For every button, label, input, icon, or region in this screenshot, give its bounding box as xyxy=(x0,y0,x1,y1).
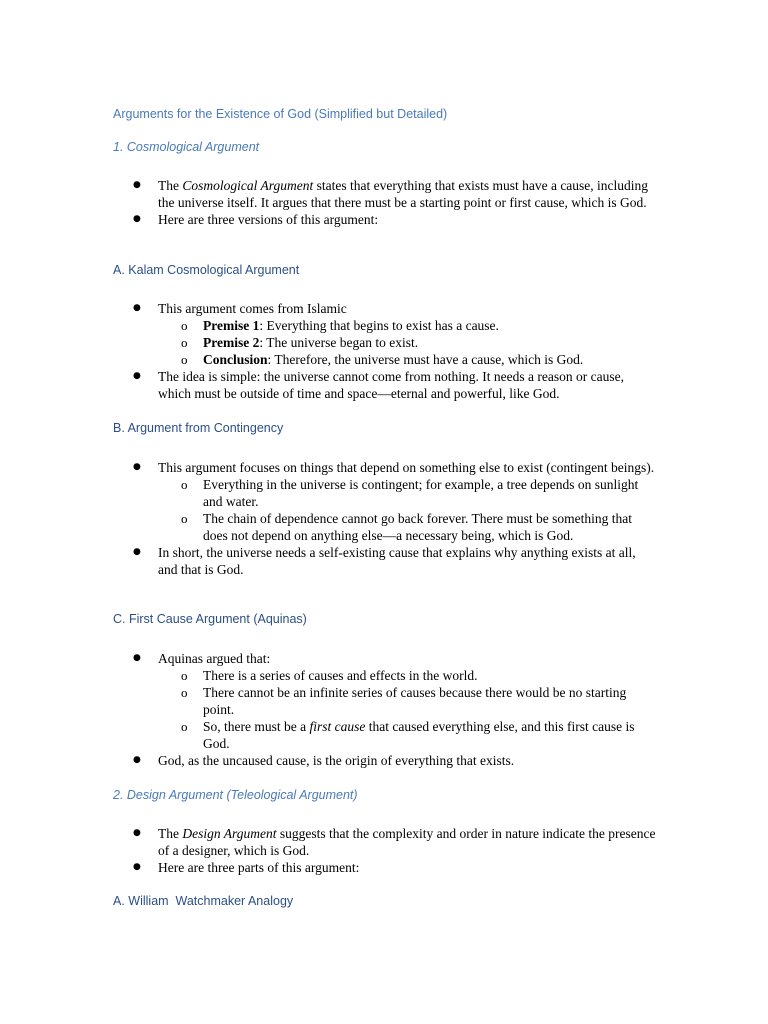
circle-bullet-icon: o xyxy=(181,335,188,350)
section-heading-cosmological: 1. Cosmological Argument xyxy=(113,140,260,154)
cosmological-intro-list xyxy=(113,177,658,228)
bullet-icon: ● xyxy=(133,303,141,313)
sub-list-item: o There cannot be an infinite series of causes because there would be no starting point. xyxy=(181,685,627,717)
sub-list-item: o There is a series of causes and effects in the world. xyxy=(181,668,478,683)
bullet-icon: ● xyxy=(133,371,141,381)
sub-list-item: o Conclusion: Therefore, the universe must have a cause, which is God. xyxy=(181,352,584,367)
subheading-first-cause: C. First Cause Argument (Aquinas) xyxy=(113,612,307,626)
section-heading-design: 2. Design Argument (Teleological Argument) xyxy=(113,788,358,802)
sub-list-item: o Everything in the universe is contingent; for example, a tree depends on sunlight and water. xyxy=(181,477,639,509)
circle-bullet-icon: o xyxy=(181,318,188,333)
bullet-icon: ● xyxy=(133,214,141,224)
sub-list-item: o So, there must be a first cause that caused everything else, and this first cause is God. xyxy=(181,719,635,751)
list-item: ● This argument focuses on things that depend on something else to exist (contingent beings). o Everything in the universe is contingent; for example, a tree depends on sunlight and water. o The chain of dependence cannot go back forever. There must be something that does not depend on anything else—a necessary being, which is God. xyxy=(113,459,658,544)
contingency-list xyxy=(113,459,658,578)
first-cause-sub-list xyxy=(158,667,658,752)
kalam-list xyxy=(113,300,658,402)
bullet-icon: ● xyxy=(133,828,141,838)
bullet-icon: ● xyxy=(133,180,141,190)
document-title: Arguments for the Existence of God (Simplified but Detailed) xyxy=(113,107,448,121)
subheading-watchmaker: A. William Watchmaker Analogy xyxy=(113,894,294,908)
bullet-icon: ● xyxy=(133,755,141,765)
list-item: ● The Design Argument suggests that the complexity and order in nature indicate the presence of a designer, which is God. xyxy=(133,826,656,858)
sub-list-item: o Premise 1: Everything that begins to exist has a cause. xyxy=(181,318,499,333)
bullet-icon: ● xyxy=(133,862,141,872)
bullet-icon: ● xyxy=(133,547,141,557)
circle-bullet-icon: o xyxy=(181,352,188,367)
list-item: ● This argument comes from Islamic o Premise 1: Everything that begins to exist has a cause. o Premise 2: The universe began to exist. o Conclusion: Therefore, the universe must have a cause, which is God. xyxy=(113,300,658,368)
sub-list-item: o The chain of dependence cannot go back forever. There must be something that does not depend on anything else—a necessary being, which is God. xyxy=(181,511,632,543)
kalam-premises xyxy=(158,317,658,368)
contingency-sub-list xyxy=(158,476,658,544)
bullet-icon: ● xyxy=(133,653,141,663)
first-cause-list xyxy=(113,650,658,769)
circle-bullet-icon: o xyxy=(181,719,188,734)
document-page xyxy=(113,0,658,1024)
list-item: ● The Cosmological Argument states that everything that exists must have a cause, including the universe itself. It argues that there must be a starting point or first cause, which is God. xyxy=(133,178,649,210)
list-item: ● God, as the uncaused cause, is the origin of everything that exists. xyxy=(133,753,515,768)
subheading-contingency: B. Argument from Contingency xyxy=(113,421,284,435)
subheading-kalam: A. Kalam Cosmological Argument xyxy=(113,263,300,277)
bullet-icon: ● xyxy=(133,462,141,472)
list-item: ● Here are three parts of this argument: xyxy=(133,860,360,875)
circle-bullet-icon: o xyxy=(181,668,188,683)
circle-bullet-icon: o xyxy=(181,685,188,700)
design-intro-list xyxy=(113,825,658,876)
list-item: ● The idea is simple: the universe cannot come from nothing. It needs a reason or cause, which must be outside of time and space—eternal and powerful, like God. xyxy=(133,369,624,401)
sub-list-item: o Premise 2: The universe began to exist. xyxy=(181,335,419,350)
list-item: ● In short, the universe needs a self-existing cause that explains why anything exists at all, and that is God. xyxy=(133,545,636,577)
list-item: ● Aquinas argued that: o There is a series of causes and effects in the world. o There cannot be an infinite series of causes because there would be no starting point. o So, there must be a first cause that caused everything else, and this first cause is God. xyxy=(113,650,658,752)
circle-bullet-icon: o xyxy=(181,511,188,526)
list-item: ● Here are three versions of this argument: xyxy=(133,212,379,227)
circle-bullet-icon: o xyxy=(181,477,188,492)
